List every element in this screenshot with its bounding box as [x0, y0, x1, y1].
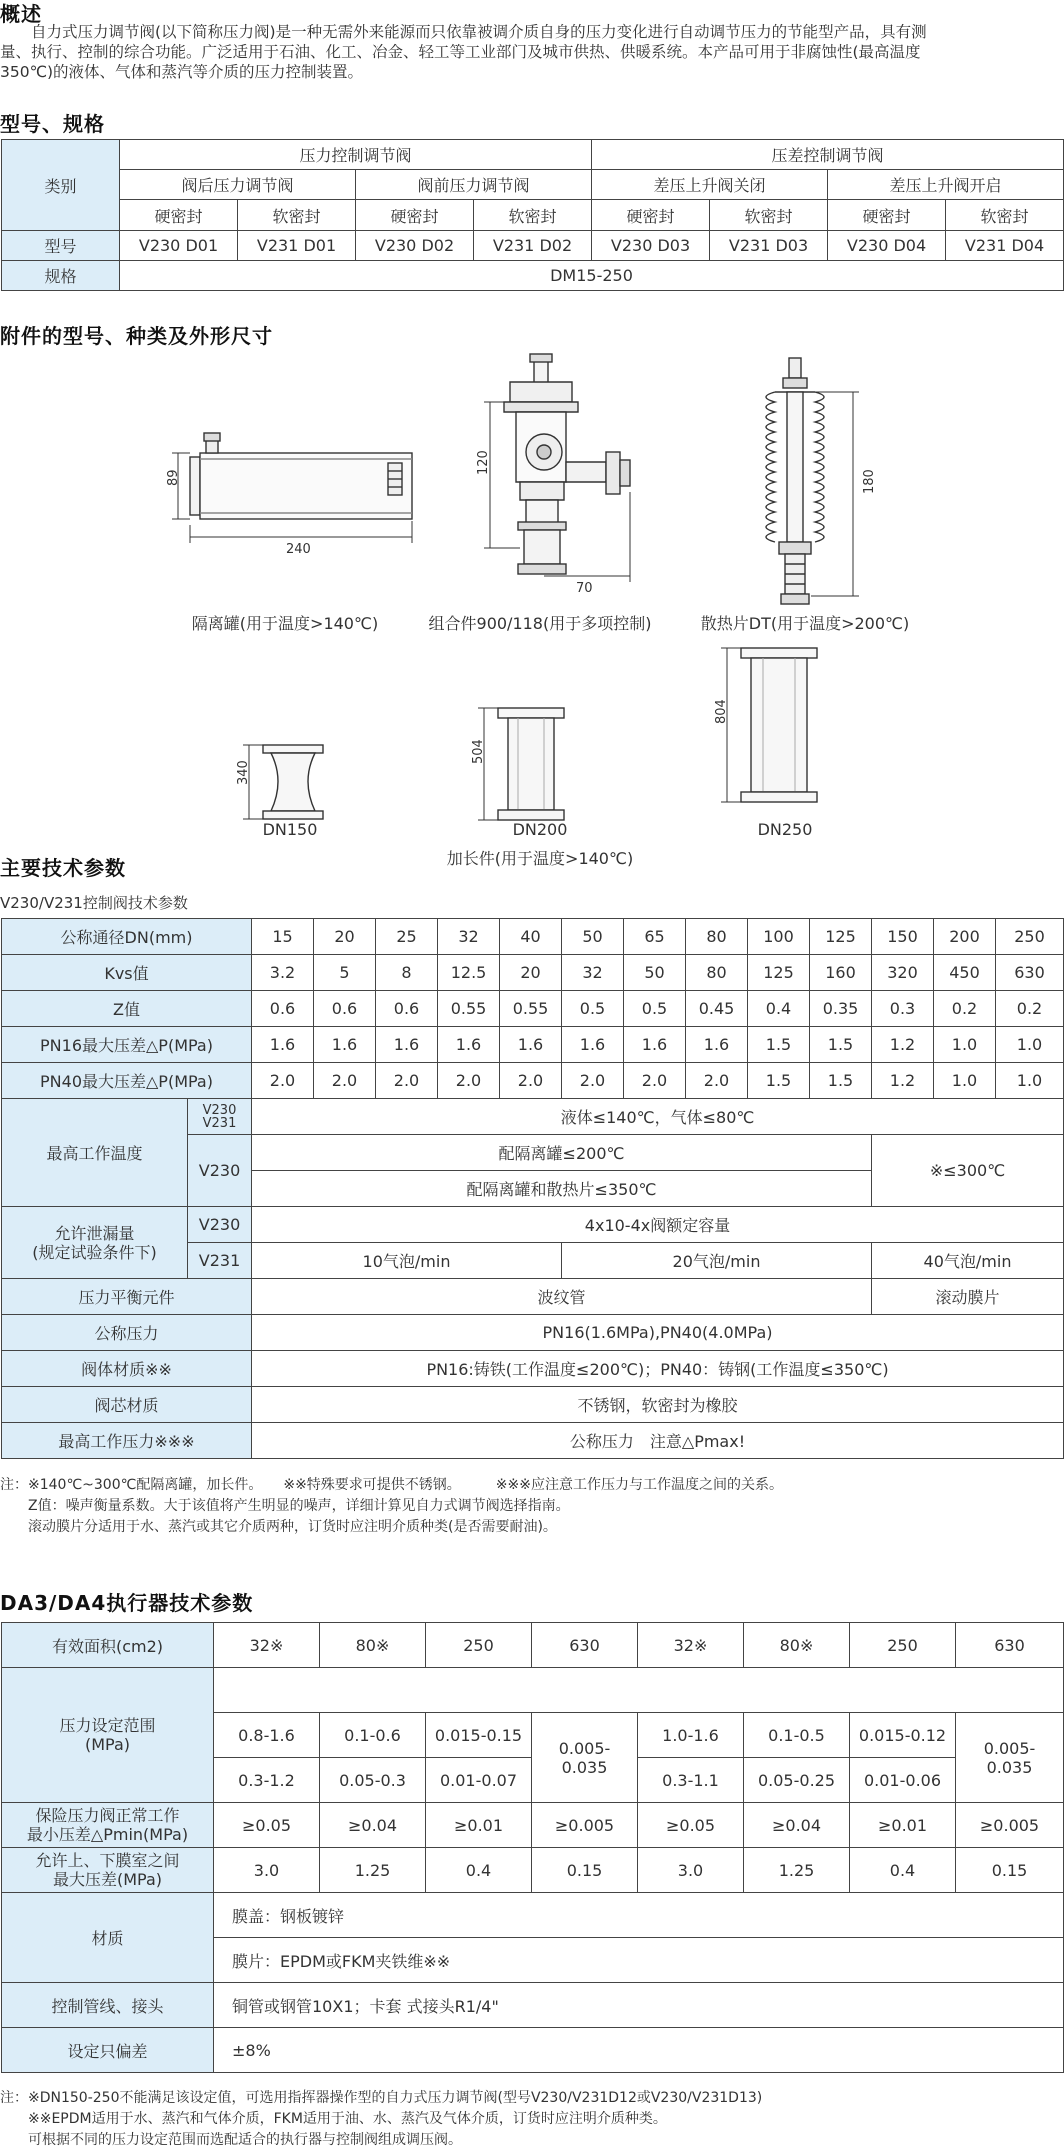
- z-cell: 0.3: [872, 991, 934, 1027]
- dn-cell: 80: [686, 919, 748, 955]
- dn-cell: 40: [500, 919, 562, 955]
- kvs-cell: 125: [748, 955, 810, 991]
- sub-dp-open: 差压上升阀开启: [828, 170, 1064, 200]
- range-cell: 0.015-0.15: [426, 1713, 532, 1758]
- tank-height-dim: 89: [166, 469, 181, 486]
- combo-height-dim: 120: [476, 450, 491, 475]
- leak-value-3: 20气泡/min: [562, 1243, 872, 1279]
- note-line: Z值：噪声衡量系数。大于该值将产生明显的噪声，详细计算见自力式调节阀选择指南。: [0, 1498, 570, 1514]
- maxdiff-cell: 0.4: [426, 1848, 532, 1893]
- temp-value-3: 配隔离罐和散热片≤350℃: [252, 1171, 872, 1207]
- kvs-cell: 320: [872, 955, 934, 991]
- body-material-label: 阀体材质※※: [2, 1351, 252, 1387]
- dn-cell: 20: [314, 919, 376, 955]
- overview-text: [0, 22, 1064, 82]
- range-cell: 0.01-0.06: [850, 1758, 956, 1803]
- range-merged-line2: 0.035: [986, 1757, 1033, 1777]
- range-cell: 0.1-0.5: [744, 1713, 850, 1758]
- kvs-cell: 12.5: [438, 955, 500, 991]
- range-blank-row: [214, 1668, 1064, 1713]
- area-cell: 630: [532, 1623, 638, 1668]
- pn40-cell: 2.0: [376, 1063, 438, 1099]
- pn16-cell: 1.6: [686, 1027, 748, 1063]
- pn16-cell: 1.2: [872, 1027, 934, 1063]
- maxdiff-label-line2: 最大压差(MPa): [52, 1870, 163, 1889]
- tank-width-dim: 240: [286, 542, 311, 557]
- pmin-label-line2: 最小压差△Pmin(MPa): [26, 1825, 189, 1844]
- maxdiff-cell: 0.4: [850, 1848, 956, 1893]
- maxdiff-cell: 3.0: [214, 1848, 320, 1893]
- pn40-cell: 2.0: [314, 1063, 376, 1099]
- combo-caption: 组合件900/118(用于多项控制): [428, 614, 652, 633]
- combo-width-dim: 70: [576, 581, 593, 596]
- pipe-value: 铜管或钢管10X1；卡套 式接头R1/4": [214, 1983, 1064, 2028]
- note-line: 注：※140℃~300℃配隔离罐，加长件。 ※※特殊要求可提供不锈钢。 ※※※应注意工作压力与工作温度之间的关系。: [0, 1477, 783, 1493]
- note-line: 注：※DN150-250不能满足该设定值，可选用指挥器操作型的自力式压力调节阀(型号V230/V231D12或V230/V231D13): [0, 2090, 763, 2106]
- pn40-cell: 2.0: [562, 1063, 624, 1099]
- model-label: 型号: [2, 231, 120, 261]
- z-cell: 0.4: [748, 991, 810, 1027]
- dn-cell: 125: [810, 919, 872, 955]
- dn200-caption: DN200: [512, 820, 568, 839]
- z-cell: 0.45: [686, 991, 748, 1027]
- pn40-cell: 2.0: [686, 1063, 748, 1099]
- kvs-cell: 5: [314, 955, 376, 991]
- pn40-cell: 2.0: [252, 1063, 314, 1099]
- pn16-cell: 1.6: [438, 1027, 500, 1063]
- pn40-cell: 1.5: [748, 1063, 810, 1099]
- tank-caption: 隔离罐(用于温度>140℃): [191, 614, 379, 633]
- model-value: V231 D03: [710, 231, 828, 261]
- core-material-label: 阀芯材质: [2, 1387, 252, 1423]
- sub-downstream: 阀后压力调节阀: [120, 170, 356, 200]
- isolation-tank-drawing: [150, 425, 420, 555]
- dn250-dim: 804: [714, 699, 729, 724]
- seal-type: 硬密封: [828, 200, 946, 231]
- pn40-cell: 1.0: [934, 1063, 996, 1099]
- seal-type: 硬密封: [592, 200, 710, 231]
- body-material-value: PN16:铸铁(工作温度≤200℃)；PN40：铸钢(工作温度≤350℃): [252, 1351, 1064, 1387]
- temp-value-4: ※≤300℃: [872, 1135, 1064, 1207]
- maxdiff-cell: 1.25: [744, 1848, 850, 1893]
- seal-type: 硬密封: [120, 200, 238, 231]
- pn16-label: PN16最大压差△P(MPa): [2, 1027, 252, 1063]
- kvs-cell: 50: [624, 955, 686, 991]
- dn-cell: 100: [748, 919, 810, 955]
- z-label: Z值: [2, 991, 252, 1027]
- pmin-cell: ≥0.01: [850, 1803, 956, 1848]
- tech-title: 主要技术参数: [0, 856, 126, 880]
- model-value: V230 D02: [356, 231, 474, 261]
- z-cell: 0.55: [438, 991, 500, 1027]
- pn40-cell: 2.0: [438, 1063, 500, 1099]
- maxdiff-label-line1: 允许上、下膜室之间: [35, 1851, 180, 1870]
- overview-line: 量、执行、控制的综合功能。广泛适用于石油、化工、冶金、轻工等工业部门及城市供热、供暖系统。本产品可用于非腐蚀性(最高温度: [0, 43, 921, 61]
- seal-type: 软密封: [474, 200, 592, 231]
- pn16-cell: 1.6: [624, 1027, 686, 1063]
- pmin-cell: ≥0.005: [532, 1803, 638, 1848]
- sub-dp-close: 差压上升阀关闭: [592, 170, 828, 200]
- leak-label: [2, 1207, 188, 1279]
- maxdiff-cell: 1.25: [320, 1848, 426, 1893]
- extension-dn250-drawing: [705, 638, 845, 808]
- kvs-cell: 160: [810, 955, 872, 991]
- z-cell: 0.6: [252, 991, 314, 1027]
- leak-label-line2: (规定试验条件下): [32, 1242, 157, 1262]
- da-notes: [0, 2088, 762, 2151]
- spec-label: 规格: [2, 261, 120, 291]
- pn16-cell: 1.6: [252, 1027, 314, 1063]
- leak-value-1: 4x10-4x阀额定容量: [252, 1207, 1064, 1243]
- dn-cell: 200: [934, 919, 996, 955]
- seal-type: 硬密封: [356, 200, 474, 231]
- dn-cell: 50: [562, 919, 624, 955]
- z-cell: 0.6: [314, 991, 376, 1027]
- range-cell: 0.8-1.6: [214, 1713, 320, 1758]
- dn150-caption: DN150: [262, 820, 318, 839]
- leak-code-2: V231: [188, 1243, 252, 1279]
- pn16-cell: 1.0: [934, 1027, 996, 1063]
- model-value: V230 D04: [828, 231, 946, 261]
- note-line: 可根据不同的压力设定范围而选配适合的执行器与控制阀组成调压阀。: [0, 2132, 462, 2148]
- range-cell: 0.3-1.2: [214, 1758, 320, 1803]
- balance-label: 压力平衡元件: [2, 1279, 252, 1315]
- kvs-cell: 450: [934, 955, 996, 991]
- kvs-label: Kvs值: [2, 955, 252, 991]
- overview-line: 350℃)的液体、气体和蒸汽等介质的压力控制装置。: [0, 63, 364, 81]
- note-line: 滚动膜片分适用于水、蒸汽或其它介质两种，订货时应注明介质种类(是否需要耐油)。: [0, 1519, 557, 1535]
- overview-line: 自力式压力调节阀(以下简称压力阀)是一种无需外来能源而只依靠被调介质自身的压力变化进行自动调节压力的节能型产品，具有测: [0, 23, 927, 41]
- nominal-pressure-label: 公称压力: [2, 1315, 252, 1351]
- leak-value-4: 40气泡/min: [872, 1243, 1064, 1279]
- extension-dn200-drawing: [470, 700, 590, 830]
- combination-assembly-drawing: [460, 352, 680, 596]
- dn-cell: 15: [252, 919, 314, 955]
- temp-value-2: 配隔离罐≤200℃: [252, 1135, 872, 1171]
- kvs-cell: 3.2: [252, 955, 314, 991]
- pn40-label: PN40最大压差△P(MPa): [2, 1063, 252, 1099]
- area-cell: 32※: [638, 1623, 744, 1668]
- area-cell: 80※: [744, 1623, 850, 1668]
- category-header: 类别: [2, 140, 120, 231]
- radiator-caption: 散热片DT(用于温度>200℃): [700, 614, 910, 633]
- maxdiff-cell: 0.15: [532, 1848, 638, 1893]
- z-cell: 0.35: [810, 991, 872, 1027]
- dn-cell: 250: [996, 919, 1064, 955]
- range-cell: 0.05-0.25: [744, 1758, 850, 1803]
- pn40-cell: 2.0: [624, 1063, 686, 1099]
- core-material-value: 不锈钢，软密封为橡胶: [252, 1387, 1064, 1423]
- material-cover: 膜盖：钢板镀锌: [214, 1893, 1064, 1938]
- sub-upstream: 阀前压力调节阀: [356, 170, 592, 200]
- dn-cell: 150: [872, 919, 934, 955]
- pmin-cell: ≥0.005: [956, 1803, 1064, 1848]
- dn250-caption: DN250: [757, 820, 813, 839]
- temp-code-2: V230: [188, 1135, 252, 1207]
- group-pressure: 压力控制调节阀: [120, 140, 592, 170]
- kvs-cell: 8: [376, 955, 438, 991]
- pmin-cell: ≥0.01: [426, 1803, 532, 1848]
- tech-subtitle: V230/V231控制阀技术参数: [0, 894, 188, 912]
- seal-type: 软密封: [946, 200, 1064, 231]
- range-cell: 0.3-1.1: [638, 1758, 744, 1803]
- balance-value-1: 波纹管: [252, 1279, 872, 1315]
- model-value: V231 D01: [238, 231, 356, 261]
- temp-code-v230: V230: [202, 1102, 237, 1118]
- maxdiff-cell: 3.0: [638, 1848, 744, 1893]
- radiator-height-dim: 180: [862, 469, 877, 494]
- max-pressure-value: 公称压力 注意△Pmax!: [252, 1423, 1064, 1459]
- leak-value-2: 10气泡/min: [252, 1243, 562, 1279]
- area-cell: 250: [426, 1623, 532, 1668]
- pn16-cell: 1.5: [748, 1027, 810, 1063]
- pn40-cell: 1.0: [996, 1063, 1064, 1099]
- area-cell: 32※: [214, 1623, 320, 1668]
- temp-value-1: 液体≤140℃，气体≤80℃: [252, 1099, 1064, 1135]
- range-merged-line1: 0.005-: [983, 1738, 1036, 1758]
- dn-cell: 25: [376, 919, 438, 955]
- area-cell: 80※: [320, 1623, 426, 1668]
- pn16-cell: 1.6: [500, 1027, 562, 1063]
- material-label: 材质: [2, 1893, 214, 1983]
- pn40-cell: 2.0: [500, 1063, 562, 1099]
- maxdiff-cell: 0.15: [956, 1848, 1064, 1893]
- range-cell: 0.05-0.3: [320, 1758, 426, 1803]
- deviation-label: 设定只偏差: [2, 2028, 214, 2073]
- area-label: 有效面积(cm2): [2, 1623, 214, 1668]
- pmin-label: [2, 1803, 214, 1848]
- pn16-cell: 1.6: [562, 1027, 624, 1063]
- kvs-cell: 32: [562, 955, 624, 991]
- range-cell: 0.01-0.07: [426, 1758, 532, 1803]
- da-table: [1, 1622, 1064, 2073]
- kvs-cell: 20: [500, 955, 562, 991]
- leak-label-line1: 允许泄漏量: [54, 1223, 135, 1243]
- pipe-label: 控制管线、接头: [2, 1983, 214, 2028]
- kvs-cell: 80: [686, 955, 748, 991]
- overview-title: 概述: [0, 2, 42, 26]
- spec-value: DM15-250: [120, 261, 1064, 291]
- model-value: V230 D03: [592, 231, 710, 261]
- z-cell: 0.5: [624, 991, 686, 1027]
- balance-value-2: 滚动膜片: [872, 1279, 1064, 1315]
- models-title: 型号、规格: [0, 112, 105, 136]
- range-label-line2: (MPa): [84, 1735, 131, 1754]
- dn-cell: 65: [624, 919, 686, 955]
- range-cell: 0.1-0.6: [320, 1713, 426, 1758]
- range-merged-1: [532, 1713, 638, 1803]
- range-merged-2: [956, 1713, 1064, 1803]
- kvs-cell: 630: [996, 955, 1064, 991]
- extension-caption: 加长件(用于温度>140℃): [446, 849, 634, 868]
- pmin-cell: ≥0.05: [214, 1803, 320, 1848]
- model-value: V231 D04: [946, 231, 1064, 261]
- accessories-title: 附件的型号、种类及外形尺寸: [0, 324, 273, 348]
- area-cell: 250: [850, 1623, 956, 1668]
- dn-label: 公称通径DN(mm): [2, 919, 252, 955]
- pmin-label-line1: 保险压力阀正常工作: [35, 1806, 180, 1825]
- radiator-drawing: [735, 352, 875, 612]
- range-cell: 0.015-0.12: [850, 1713, 956, 1758]
- z-cell: 0.5: [562, 991, 624, 1027]
- leak-code-1: V230: [188, 1207, 252, 1243]
- material-diaphragm: 膜片：EPDM或FKM夹铁维※※: [214, 1938, 1064, 1983]
- range-merged-line1: 0.005-: [558, 1738, 611, 1758]
- tech-table: [1, 918, 1064, 1459]
- range-merged-line2: 0.035: [561, 1757, 608, 1777]
- seal-type: 软密封: [710, 200, 828, 231]
- note-line: ※※EPDM适用于水、蒸汽和气体介质，FKM适用于油、水、蒸汽及气体介质，订货时应注明介质种类。: [0, 2111, 667, 2127]
- da-title: DA3/DA4执行器技术参数: [0, 1591, 254, 1615]
- model-value: V230 D01: [120, 231, 238, 261]
- pmin-cell: ≥0.04: [744, 1803, 850, 1848]
- tech-notes: [0, 1475, 783, 1538]
- area-cell: 630: [956, 1623, 1064, 1668]
- pn40-cell: 1.2: [872, 1063, 934, 1099]
- pn40-cell: 1.5: [810, 1063, 872, 1099]
- z-cell: 0.2: [934, 991, 996, 1027]
- z-cell: 0.2: [996, 991, 1064, 1027]
- deviation-value: ±8%: [214, 2028, 1064, 2073]
- range-label: [2, 1668, 214, 1803]
- pmin-cell: ≥0.05: [638, 1803, 744, 1848]
- dn150-dim: 340: [236, 760, 251, 785]
- pmin-cell: ≥0.04: [320, 1803, 426, 1848]
- pn16-cell: 1.0: [996, 1027, 1064, 1063]
- range-label-line1: 压力设定范围: [59, 1716, 156, 1735]
- nominal-pressure-value: PN16(1.6MPa),PN40(4.0MPa): [252, 1315, 1064, 1351]
- pn16-cell: 1.6: [314, 1027, 376, 1063]
- models-table: [1, 139, 1064, 291]
- dn200-dim: 504: [471, 739, 486, 764]
- z-cell: 0.55: [500, 991, 562, 1027]
- group-differential: 压差控制调节阀: [592, 140, 1064, 170]
- maxdiff-label: [2, 1848, 214, 1893]
- z-cell: 0.6: [376, 991, 438, 1027]
- seal-type: 软密封: [238, 200, 356, 231]
- pn16-cell: 1.5: [810, 1027, 872, 1063]
- temp-code-v231: V231: [202, 1115, 237, 1131]
- dn-cell: 32: [438, 919, 500, 955]
- pn16-cell: 1.6: [376, 1027, 438, 1063]
- model-value: V231 D02: [474, 231, 592, 261]
- range-cell: 1.0-1.6: [638, 1713, 744, 1758]
- max-pressure-label: 最高工作压力※※※: [2, 1423, 252, 1459]
- temp-label: 最高工作温度: [2, 1099, 188, 1207]
